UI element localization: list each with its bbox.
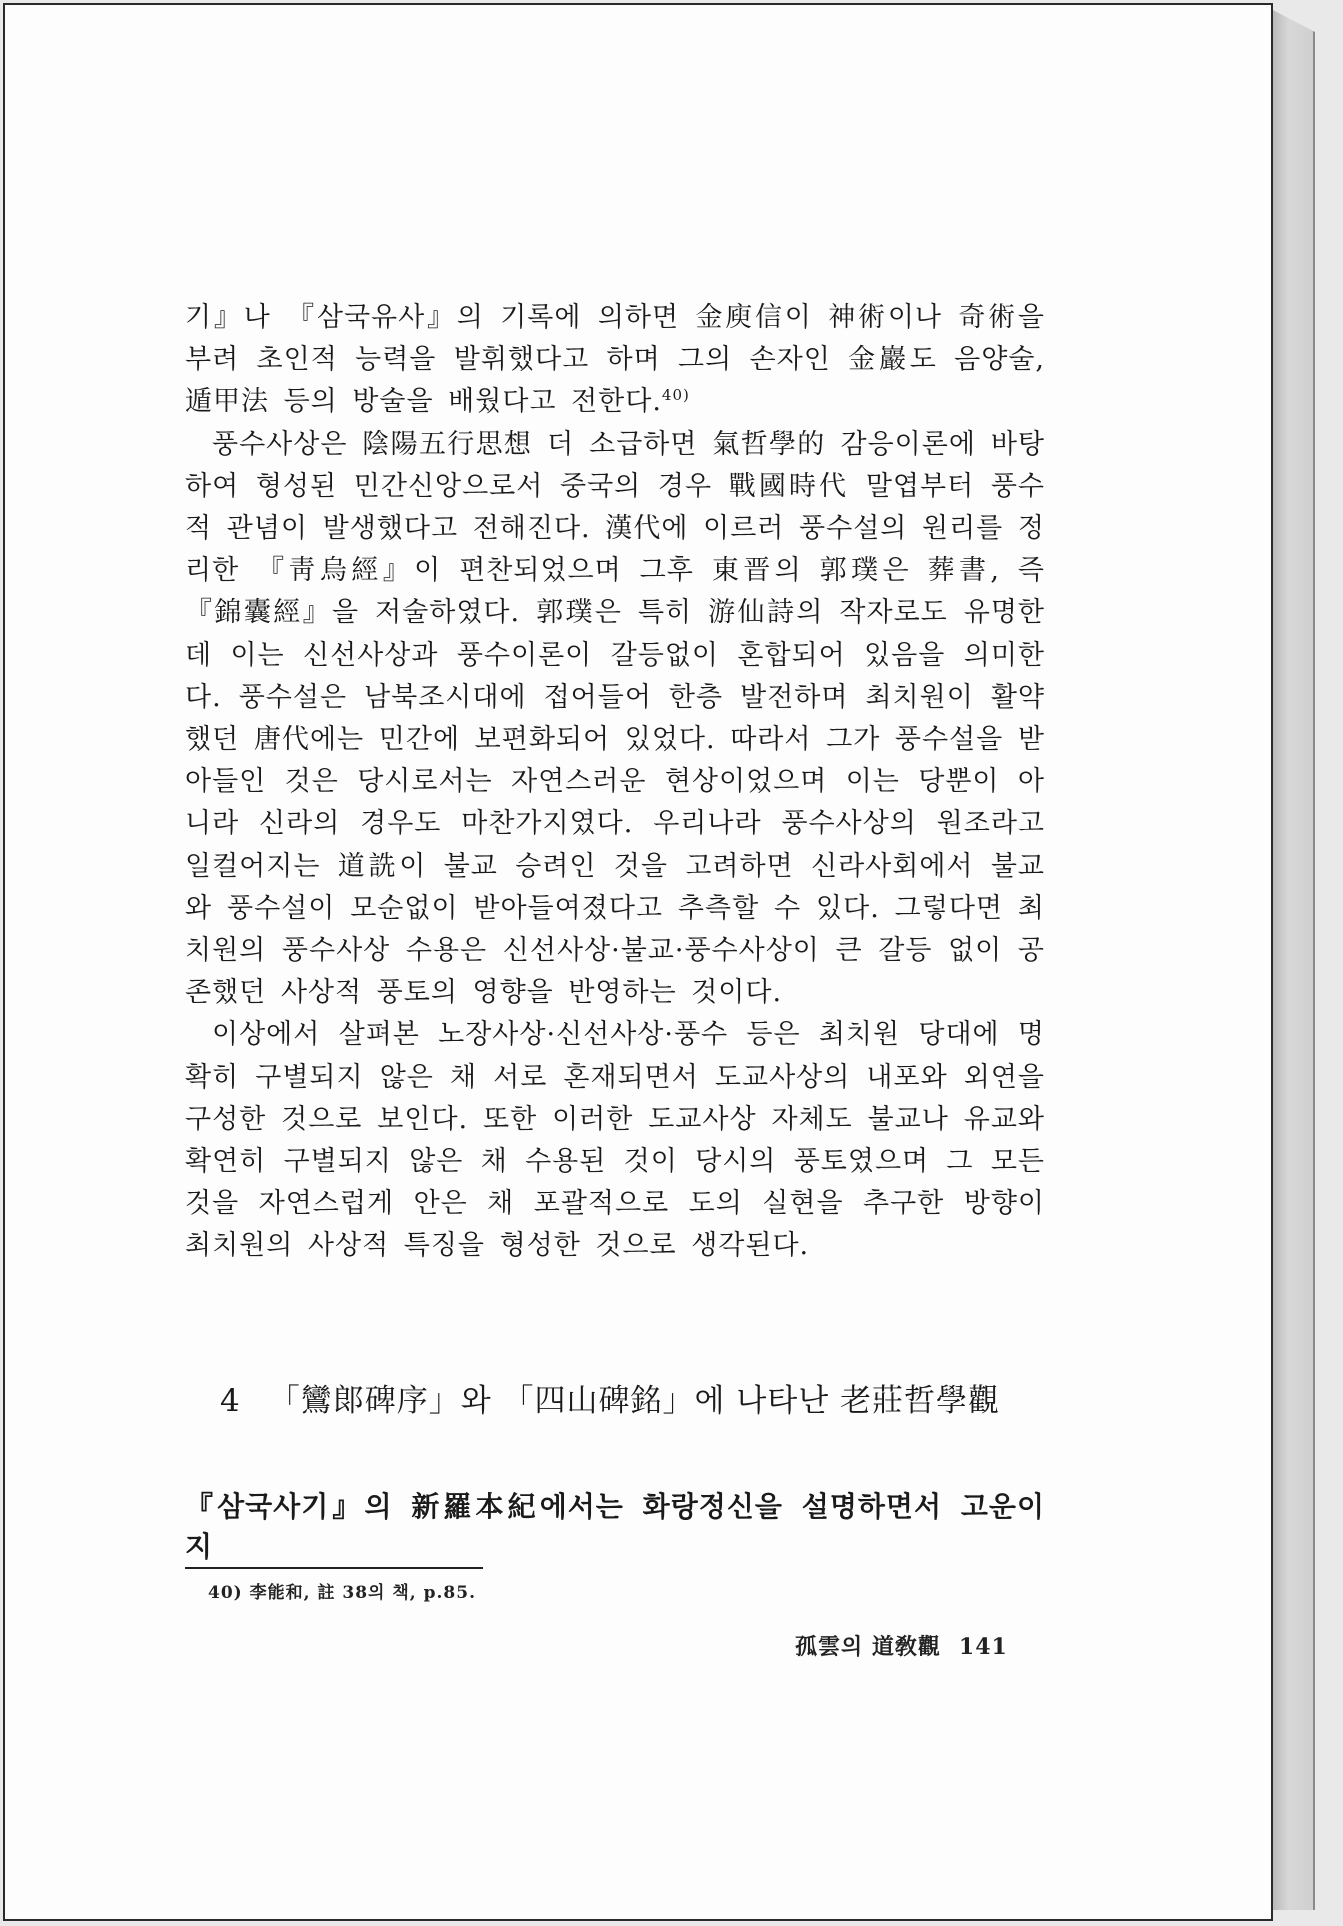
paragraph-2: 풍수사상은 陰陽五行思想 더 소급하면 氣哲學的 감응이론에 바탕하여 형성된 민간신앙으로서 중국의 경우 戰國時代 말엽부터 풍수적 관념이 발생했다고 전해진다. 漢代에 이르러 풍수설의 원리를 정리한 『靑烏經』이 편찬되었으며 그후 東晋의 郭璞은 葬書, 즉 『錦囊經』을 저술하였다. 郭璞은 특히 游仙詩의 작자로도 유명한데 이는 신선사상과 풍수이론이 갈등없이 혼합되어 있음을 의미한다. 풍수설은 남북조시대에 접어들어 한층 발전하며 최치원이 활약했던 唐代에는 민간에 보편화되어 있었다. 따라서 그가 풍수설을 받아들인 것은 당시로서는 자연스러운 현상이었으며 이는 당뿐이 아니라 신라의 경우도 마찬가지였다. 우리나라 풍수사상의 원조라고 일컬어지는 道詵이 불교 승려인 것을 고려하면 신라사회에서 불교와 풍수설이 모순없이 받아들여졌다고 추측할 수 있다. 그렇다면 최치원의 풍수사상 수용은 신선사상·불교·풍수사상이 큰 갈등 없이 공존했던 사상적 풍토의 영향을 반영하는 것이다. <box>185 428 1045 1009</box>
paragraph-1-text: 기』나 『삼국유사』의 기록에 의하면 金庾信이 神術이나 奇術을 부려 초인적 능력을 발휘했다고 하며 그의 손자인 金巖도 음양술, 遁甲法 등의 방술을 배웠다고 전한다. <box>185 302 1045 418</box>
footnote-40: 40) 李能和, 註 38의 책, p.85. <box>208 1583 477 1603</box>
footnote-ref-40: 40) <box>661 386 690 405</box>
page-number: 141 <box>958 1634 1008 1660</box>
section-heading <box>220 1375 1000 1420</box>
paragraph-3: 이상에서 살펴본 노장사상·신선사상·풍수 등은 최치원 당대에 명확히 구별되지 않은 채 서로 혼재되면서 도교사상의 내포와 외연을 구성한 것으로 보인다. 또한 이러한 도교사상 자체도 불교나 유교와 확연히 구별되지 않은 채 수용된 것이 당시의 풍토였으며 그 모든 것을 자연스럽게 안은 채 포괄적으로 도의 실현을 추구한 방향이 최치원의 사상적 특징을 형성한 것으로 생각된다. <box>185 1019 1045 1262</box>
page-edge-shadow <box>1273 10 1315 1910</box>
body-text <box>185 297 1045 1268</box>
book-page <box>3 3 1273 1921</box>
section-number: 4 <box>220 1383 241 1419</box>
section-lead-text: 『삼국사기』의 新羅本紀에서는 화랑정신을 설명하면서 고운이 지 <box>185 1490 1045 1563</box>
paragraph-1 <box>185 297 1045 424</box>
running-title: 孤雲의 道敎觀 <box>795 1634 941 1660</box>
footnote-divider <box>185 1567 483 1569</box>
section-title: 「鸞郞碑序」와 「四山碑銘」에 나타난 老莊哲學觀 <box>268 1383 1001 1419</box>
running-footer <box>795 1630 1008 1661</box>
